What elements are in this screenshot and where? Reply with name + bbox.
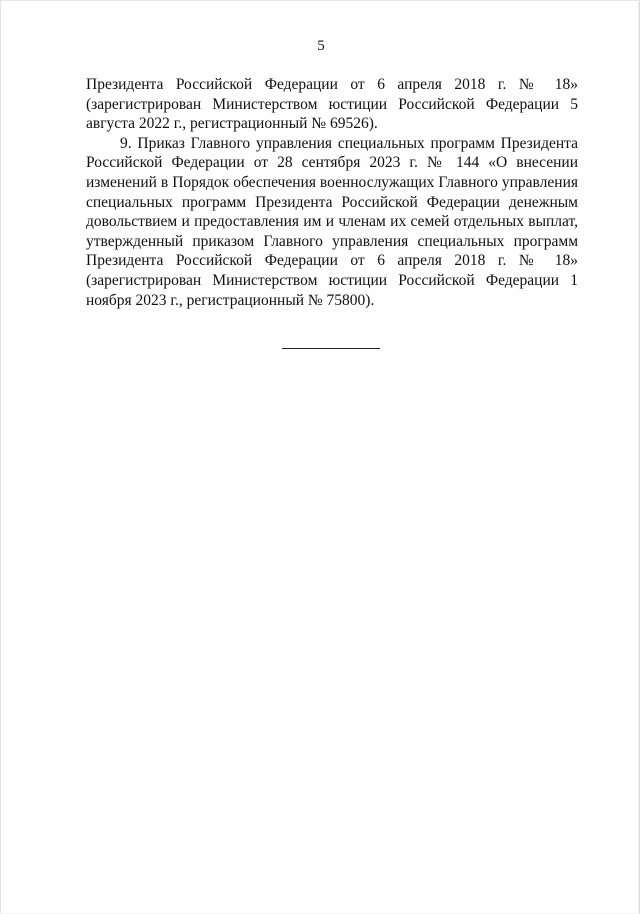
document-body <box>86 75 578 310</box>
paragraph-continuation: Президента Российской Федерации от 6 апреля 2018 г. № 18» (зарегистрирован Министерством юстиции Российской Федерации 5 августа 2022 г., регистрационный № 69526). <box>86 76 578 133</box>
end-separator-line <box>282 348 380 349</box>
paragraph-item-9: 9. Приказ Главного управления специальных программ Президента Российской Федерации от 28 сентября 2023 г. № 144 «О внесении изменений в Порядок обеспечения военнослужащих Главного управления специальных программ Президента Российской Федерации денежным довольствием и предоставления им и членам их семей отдельных выплат, утвержденный приказом Главного управления специальных программ Президента Российской Федерации от 6 апреля 2018 г. № 18» (зарегистрирован Министерством юстиции Российской Федерации 1 ноября 2023 г., регистрационный № 75800). <box>86 134 578 309</box>
page-number: 5 <box>317 38 325 54</box>
